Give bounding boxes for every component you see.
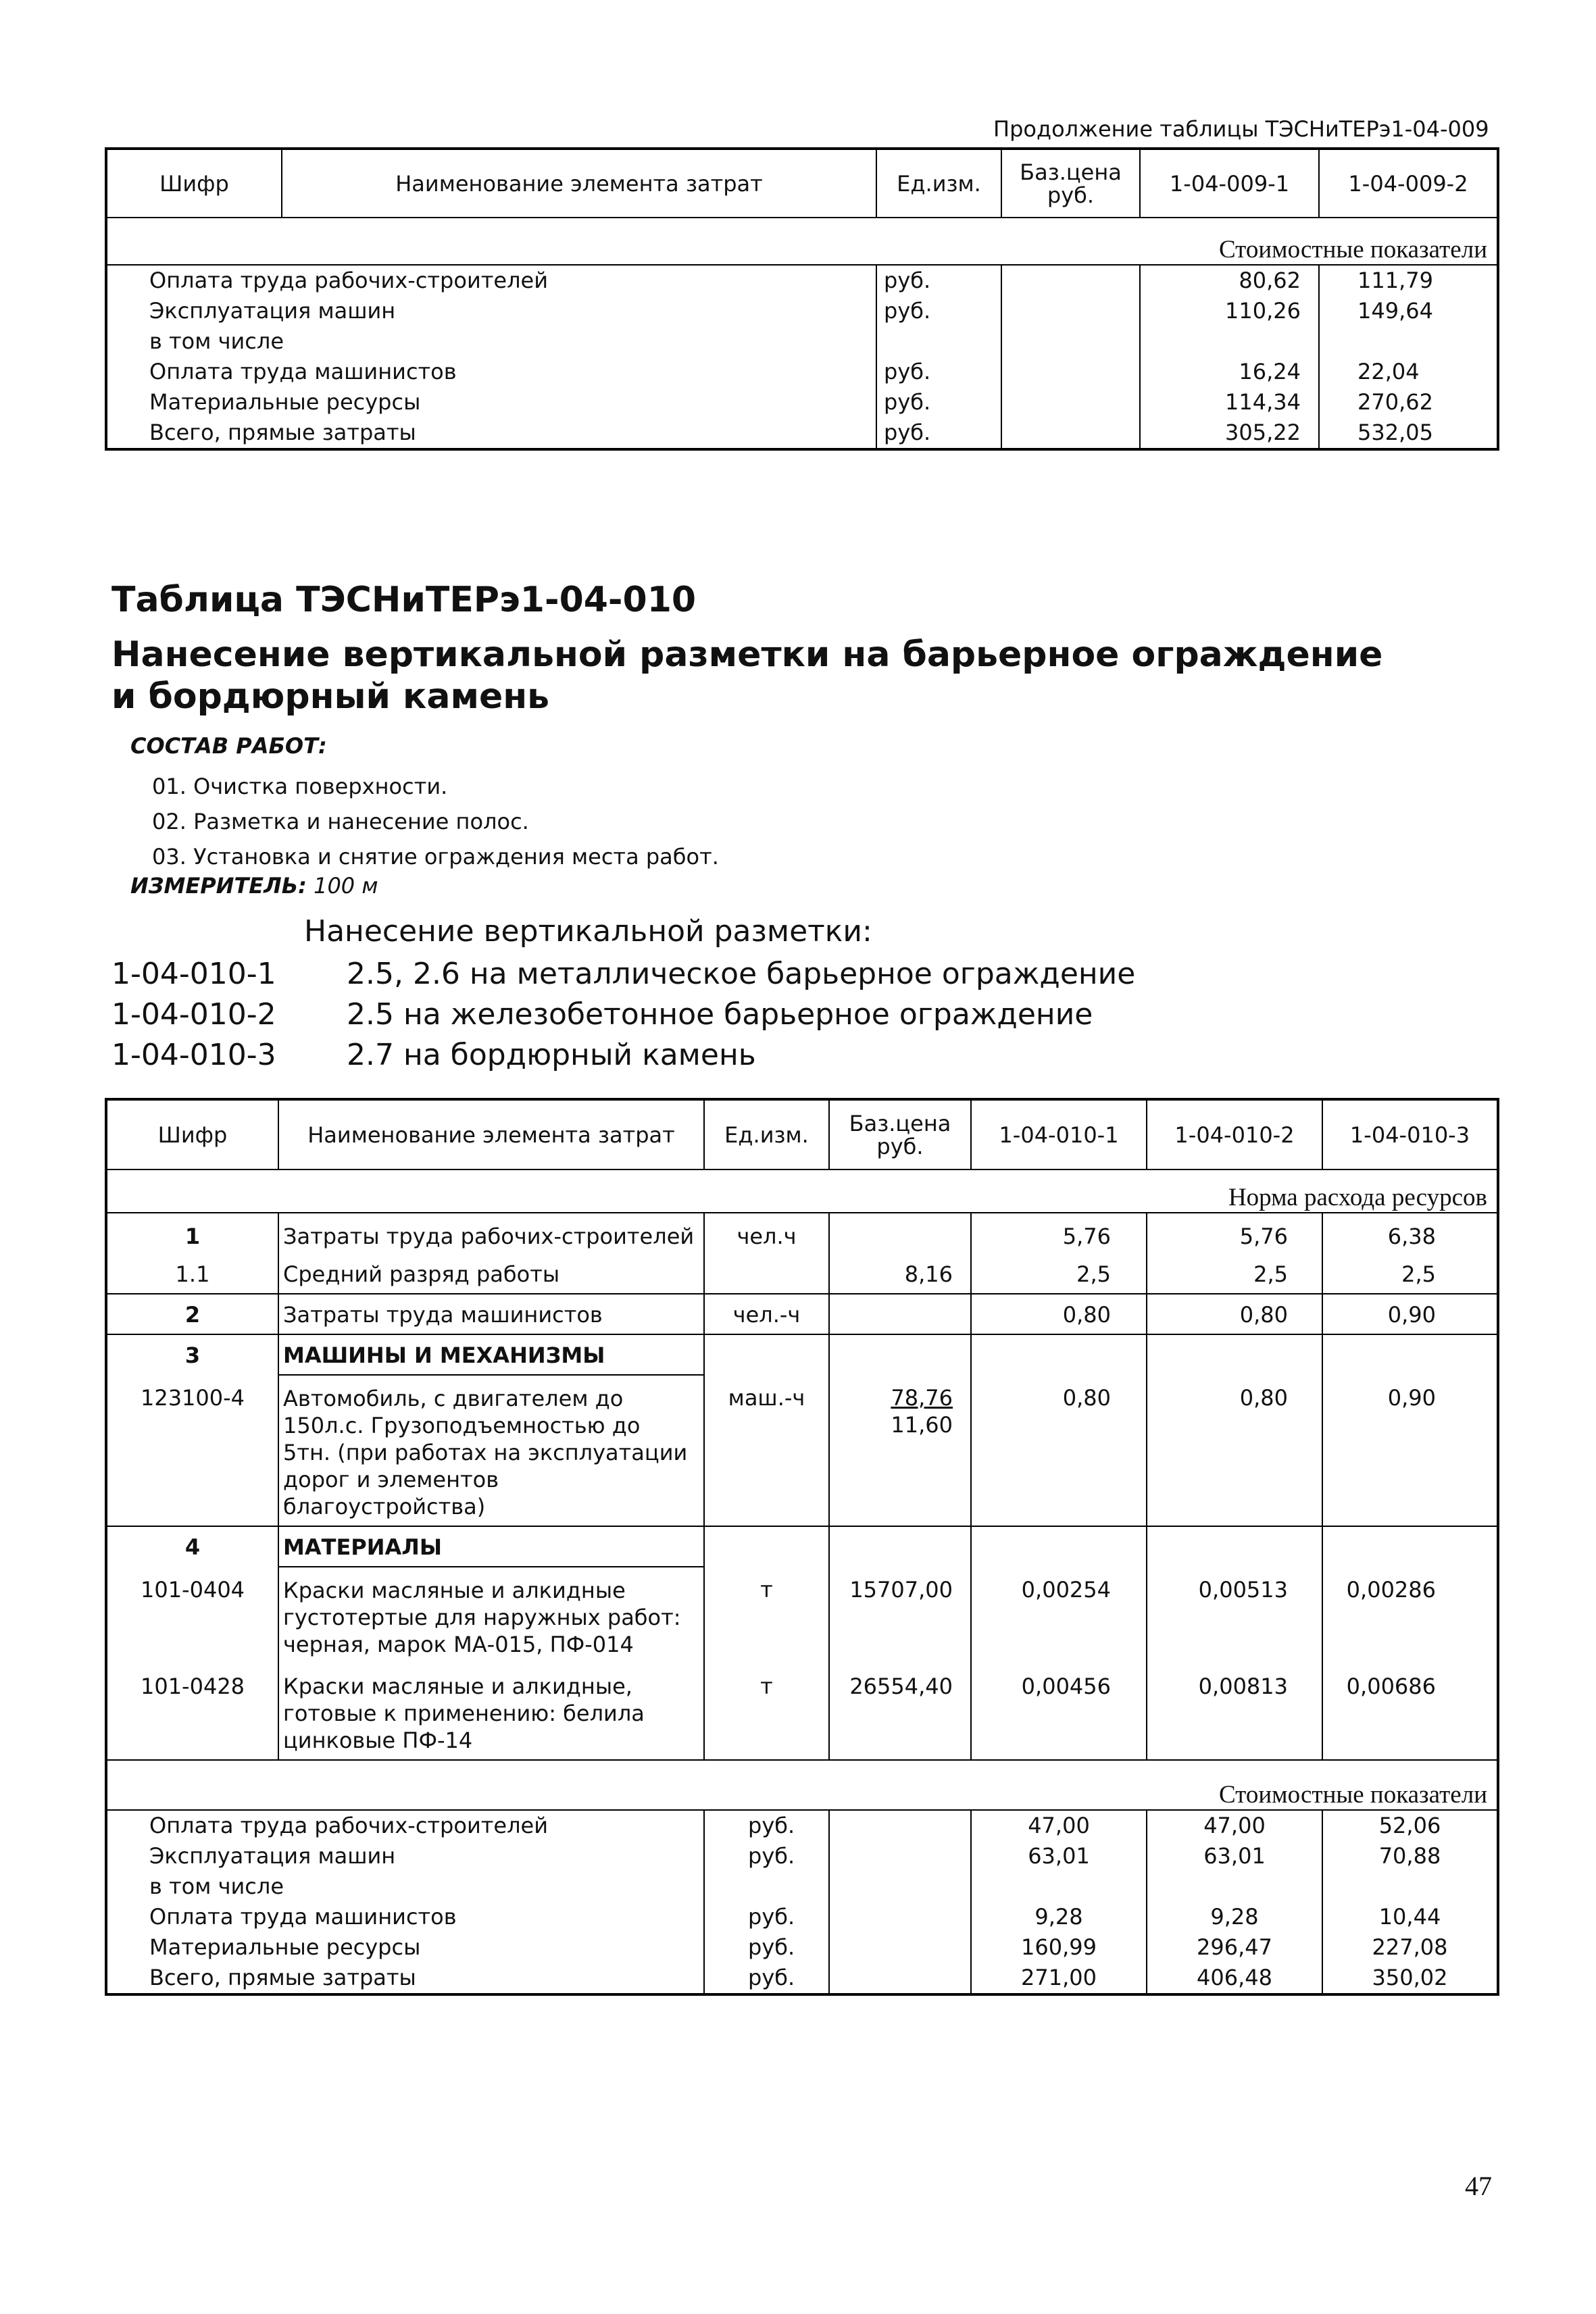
page-number: 47 — [1465, 2171, 1492, 2201]
section-resource-norms: Норма расхода ресурсов — [106, 1169, 1498, 1213]
list-item: 1-04-010-2 2.5 на железобетонное барьерное ограждение — [111, 997, 1093, 1032]
table-row: Оплата труда машинистов руб. 16,24 22,04 — [106, 357, 1498, 387]
table-row: Всего, прямые затраты руб. 305,22 532,05 — [106, 418, 1498, 449]
col-header-price: Баз.цена руб. — [1001, 149, 1140, 218]
table-row: Эксплуатация машин руб. 63,01 63,01 70,88 — [106, 1841, 1498, 1871]
list-item: 01. Очистка поверхности. — [152, 774, 448, 799]
list-item: 02. Разметка и нанесение полос. — [152, 809, 529, 834]
table-row: 3 МАШИНЫ И МЕХАНИЗМЫ — [106, 1334, 1498, 1375]
table-row: 2 Затраты труда машинистов чел.-ч 0,80 0,80 0,90 — [106, 1294, 1498, 1334]
list-item: 1-04-010-1 2.5, 2.6 на металлическое барьерное ограждение — [111, 957, 1136, 991]
col-header-009-2: 1-04-009-2 — [1319, 149, 1498, 218]
col-header-price: Баз.цена руб. — [829, 1099, 971, 1169]
price-driver: 11,60 — [891, 1412, 953, 1438]
meter-label: ИЗМЕРИТЕЛЬ: — [130, 873, 307, 899]
table-row: Оплата труда машинистов руб. 9,28 9,28 10,44 — [106, 1902, 1498, 1932]
meter-line — [130, 873, 378, 899]
table-row: в том числе — [106, 326, 1498, 357]
section-cost-indicators: Стоимостные показатели — [106, 218, 1498, 265]
table-row: 4 МАТЕРИАЛЫ — [106, 1526, 1498, 1567]
table-row: Оплата труда рабочих-строителей руб. 80,62 111,79 — [106, 265, 1498, 296]
table-subtitle: Нанесение вертикальной разметки на барьерное ограждение и бордюрный камень — [111, 634, 1383, 717]
table-row: Материальные ресурсы руб. 160,99 296,47 227,08 — [106, 1932, 1498, 1963]
price-machine: 78,76 — [891, 1385, 953, 1411]
composition-list — [152, 769, 719, 874]
table-header-row — [106, 149, 1498, 218]
resource-table-010 — [105, 1098, 1499, 1996]
table-row: Материальные ресурсы руб. 114,34 270,62 — [106, 387, 1498, 418]
table-title: Таблица ТЭСНиТЕРэ1-04-010 — [111, 580, 697, 620]
list-item: 1-04-010-3 2.7 на бордюрный камень — [111, 1038, 756, 1072]
meter-value: 100 м — [314, 873, 378, 899]
table-row: 1.1 Средний разряд работы 8,16 2,5 2,5 2,5 — [106, 1255, 1498, 1294]
col-header-010-1: 1-04-010-1 — [971, 1099, 1147, 1169]
table-row: 123100-4 Автомобиль, с двигателем до 150л.с. Грузоподъемностью до 5тн. (при работах на эксплуатации дорог и элементов благоустройства) маш.-ч 78,76 11,60 0,80 0,80 0,90 — [106, 1375, 1498, 1526]
table-row: 101-0428 Краски масляные и алкидные, готовые к применению: белила цинковые ПФ-14 т 26554,40 0,00456 0,00813 0,00686 — [106, 1663, 1498, 1760]
col-header-name: Наименование элемента затрат — [278, 1099, 704, 1169]
cost-table-009 — [105, 147, 1499, 451]
composition-label: СОСТАВ РАБОТ: — [130, 733, 327, 759]
table-row: в том числе — [106, 1871, 1498, 1902]
col-header-010-3: 1-04-010-3 — [1322, 1099, 1498, 1169]
table-row: Эксплуатация машин руб. 110,26 149,64 — [106, 296, 1498, 326]
codes-heading: Нанесение вертикальной разметки: — [304, 914, 872, 949]
col-header-name: Наименование элемента затрат — [282, 149, 876, 218]
table-header-row — [106, 1099, 1498, 1169]
list-item: 03. Установка и снятие ограждения места работ. — [152, 844, 719, 870]
table-row: 101-0404 Краски масляные и алкидные густотертые для наружных работ: черная, марок МА-015, ПФ-014 т 15707,00 0,00254 0,00513 0,00286 — [106, 1567, 1498, 1663]
continuation-caption: Продолжение таблицы ТЭСНиТЕРэ1-04-009 — [993, 116, 1489, 142]
codes-list — [111, 954, 1135, 1076]
col-header-code: Шифр — [106, 1099, 278, 1169]
section-cost-indicators: Стоимостные показатели — [106, 1760, 1498, 1810]
col-header-code: Шифр — [106, 149, 282, 218]
table-row: Всего, прямые затраты руб. 271,00 406,48 350,02 — [106, 1963, 1498, 1994]
table-row: Оплата труда рабочих-строителей руб. 47,00 47,00 52,06 — [106, 1810, 1498, 1841]
col-header-unit: Ед.изм. — [876, 149, 1001, 218]
col-header-unit: Ед.изм. — [704, 1099, 829, 1169]
col-header-010-2: 1-04-010-2 — [1147, 1099, 1322, 1169]
table-row: 1 Затраты труда рабочих-строителей чел.ч 5,76 5,76 6,38 — [106, 1213, 1498, 1255]
col-header-009-1: 1-04-009-1 — [1140, 149, 1319, 218]
